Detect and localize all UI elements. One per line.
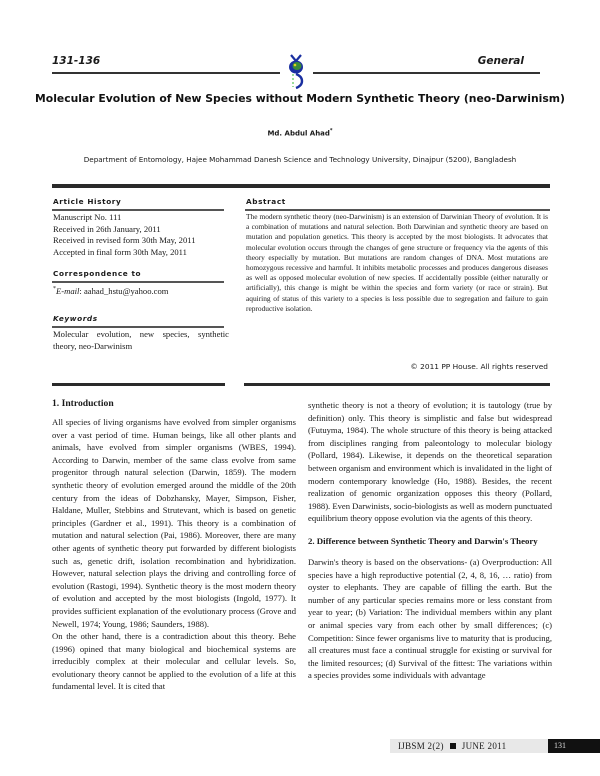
section-label: General [477,55,524,67]
square-separator-icon [450,743,456,749]
author-name: Md. Abdul Ahad [267,129,330,138]
header-rule-right [313,72,540,74]
correspondence: *E-mail: aahad_hstu@yahoo.com [53,285,169,296]
affiliation: Department of Entomology, Hajee Mohammad Danesh Science and Technology University, Dinajpur (5200), Bangladesh [83,155,517,164]
body-column-right [308,399,552,682]
article-history [53,212,233,258]
abstract-heading: Abstract [246,197,286,206]
email-label: E-mail [56,285,80,296]
section-heading-introduction: 1. Introduction [52,398,114,409]
issue-date: JUNE 2011 [461,741,507,751]
page-number: 131 [548,739,600,753]
difference-paragraph-1: Darwin's theory is based on the observations- (a) Overproduction: All species have a high reproductive potential (2, 4, 8, 16, … ratio) from oyster to elephants. They are capable of filling the earth. But the number of any particular species remains more or less constant from year to year; (b) Variation: The individual members within any plant or animal species vary from each other by small differences; (c) Competition: Since fewer organisms live to maturity that is producing, all creatures must face a continual struggle for existing or survival for the limited resources; (d) Survival of the fittest: The variations within a species provides some individuals with advantage [308,556,552,681]
journal-logo-icon [282,53,310,91]
footer-journal [390,739,550,753]
rule [52,281,224,283]
section-rule-left [52,383,225,386]
section-heading-difference: 2. Difference between Synthetic Theory and Darwin's Theory [308,535,538,546]
article-history-heading: Article History [53,197,122,206]
manuscript-no: Manuscript No. 111 [53,212,122,222]
rule [245,209,550,211]
email-link[interactable]: aahad_hstu@yahoo.com [83,285,169,296]
correspondence-heading: Correspondence to [53,269,142,278]
corr-mark: * [53,286,56,292]
author-mark: * [329,128,333,134]
copyright: © 2011 PP House. All rights reserved [410,362,548,371]
revised-date: Received in revised form 30th May, 2011 [53,235,196,246]
rule [52,326,224,328]
article-title: Molecular Evolution of New Species without Modern Synthetic Theory (neo-Darwinism) [35,92,565,105]
author-line [0,128,600,137]
intro-paragraph-2: On the other hand, there is a contradiction about this theory. Behe (1996) opined that many biological and biochemical systems are irreducibly complex at their molecular and cellular levels. So, evolutionary theory cannot be applied to the evolution of a life at this fundamental level. It is cited that [52,631,296,692]
page-range: 131-136 [52,55,101,67]
section-rule-right [244,383,550,386]
col2-paragraph-1: synthetic theory is not a theory of evolution; it is tautology (true by definition) only. This theory is simplistic and false but widespread (Futuyma, 1984). The whole structure of this theory is being attacked from disciplines ranging from paleontology to molecular biology (Pollard, 1984). Likewise, it depends on the theoretical separation between organism and environment which is invalidated in the light of modern contemporary knowledge (Ho, 1988). Besides, the recent realization of genomic organization opposes this theory (Pollard, 1988). Even Darwinists, socio-biologists as well as modern punctuated equilibrium theory oppose evolution via the agents of this theory. [308,400,552,524]
header-rule-left [52,72,280,74]
info-top-rule [52,184,550,188]
received-date: Received in 26th January, 2011 [53,223,161,234]
journal-issue: IJBSM 2(2) [398,741,444,751]
abstract-text: The modern synthetic theory (neo-Darwinism) is an extension of Darwinian Theory of evolution. It is a combination of mutations and natural selection. Both Darwinian and synthetic theory are based on mutation and population genetics. This theory is accepted by the most biologists. It advocates that molecular evolution occurs through the changes of gene structure or frequency via the agents of this theory especially by mutation. But mutations are random changes of DNA. Most mutations are homozygous recessive and harmful. It inhibits metabolic processes and produces dangerous diseases as well as opposed molecular evolution of new species. If accidentally possible (either naturally or artificially), this change is might be within the species and form variety (or race or strain). But aquiring of status of this variety to a species is less possible due to segregation and failure to gain reproductive isolation. [246,212,548,313]
rule [52,209,224,211]
keywords-text: Molecular evolution, new species, synthetic theory, neo-Darwinism [53,329,229,351]
body-column-left [52,416,296,693]
keywords-heading: Keywords [53,314,98,323]
accepted-date: Accepted in final form 30th May, 2011 [53,246,187,257]
intro-paragraph-1: All species of living organisms have evolved from simpler organisms over a vast period of time. Human beings, like all other plants and animals, have evolved from simpler organisms (WBES, 1994). According to Darwin, member of the same class evolve from same progenitor through natural selection (Darwin, 1859). The modern synthetic theory of evolution emerged around the middle of the 20th century from the ideas of Dobzhansky, Mayer, Simpson, Fisher, Haldane, Muller, Stebbins and Strutevant, which is based on genetic principles (Gardner et al., 1991). This theory is a combination of mutation and natural selection (Pai, 1986). Moreover, there are many other agents of synthetic theory put forwarded by different biologists such as, genetic drift, isolation recombination and hybridization. However, natural selection plays the driving and controlling force of evolution (Rastogi, 1994). Synthetic theory is the most modern theory of evolution and accepted by the most biologists (Ingold, 1977). It provides sufficient explanation of the evolutionary process (Grove and Newell, 1974; Young, 1986; Saunders, 1988). [52,417,296,629]
